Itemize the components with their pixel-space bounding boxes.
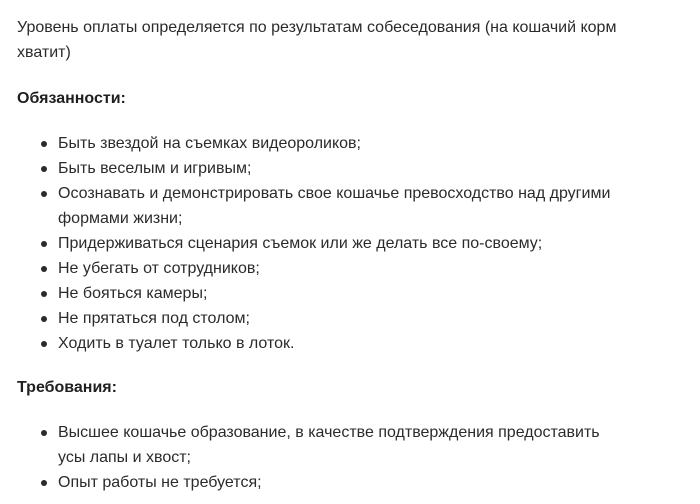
list-item-text: Не бояться камеры; <box>58 285 208 302</box>
requirements-list <box>17 420 657 495</box>
bullet-icon <box>41 241 47 247</box>
bullet-icon <box>41 316 47 322</box>
list-item-text: Быть веселым и игривым; <box>58 160 252 177</box>
bullet-icon <box>41 166 47 172</box>
bullet-icon <box>41 291 47 297</box>
document-body <box>17 15 657 495</box>
list-item-text: Ходить в туалет только в лоток. <box>58 335 295 352</box>
list-item <box>17 281 628 306</box>
list-item <box>17 181 628 231</box>
bullet-icon <box>41 341 47 347</box>
list-item <box>17 470 628 495</box>
duties-heading: Обязанности: <box>17 90 126 107</box>
list-item-text: Быть звездой на съемках видеороликов; <box>58 135 361 152</box>
list-item <box>17 331 628 356</box>
list-item-text: Не прятаться под столом; <box>58 310 250 327</box>
list-item-text: Придерживаться сценария съемок или же делать все по-своему; <box>58 235 543 252</box>
list-item-text: Не убегать от сотрудников; <box>58 260 260 277</box>
bullet-icon <box>41 141 47 147</box>
list-item <box>17 131 628 156</box>
list-item-text: Высшее кошачье образование, в качестве подтверждения предоставить усы лапы и хвост; <box>58 424 600 466</box>
pay-level-paragraph: Уровень оплаты определяется по результатам собеседования (на кошачий корм хватит) <box>17 19 617 61</box>
list-item <box>17 306 628 331</box>
duties-list <box>17 131 657 356</box>
list-item <box>17 256 628 281</box>
bullet-icon <box>41 480 47 486</box>
bullet-icon <box>41 191 47 197</box>
list-item <box>17 156 628 181</box>
list-item-text: Опыт работы не требуется; <box>58 474 262 491</box>
list-item <box>17 420 628 470</box>
list-item <box>17 231 628 256</box>
list-item-text: Осознавать и демонстрировать свое кошачье превосходство над другими формами жизни; <box>58 185 611 227</box>
bullet-icon <box>41 266 47 272</box>
requirements-heading: Требования: <box>17 379 117 396</box>
bullet-icon <box>41 430 47 436</box>
